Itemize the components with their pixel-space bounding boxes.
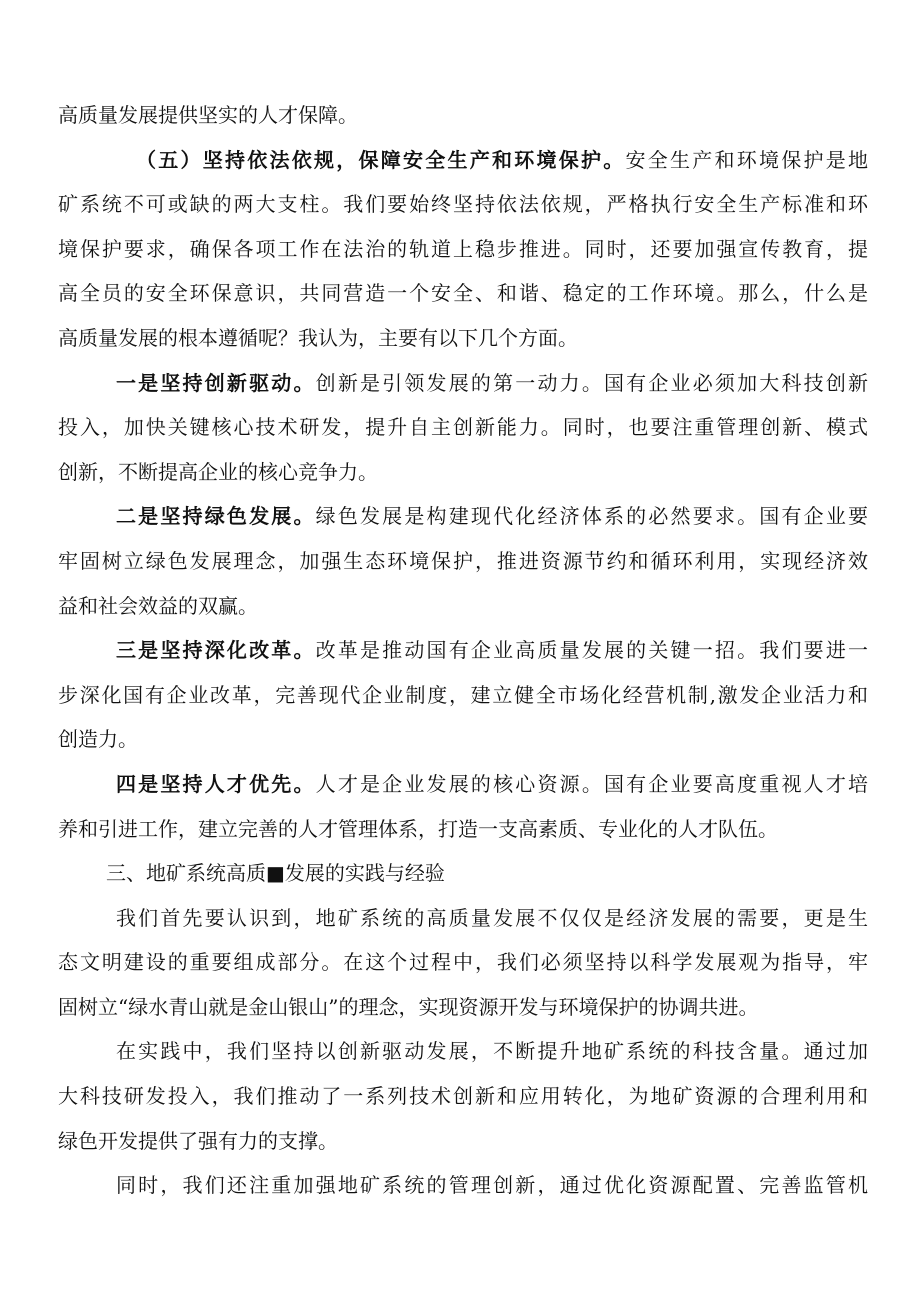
- text-line: [58, 405, 868, 450]
- line-text: 我们首先要认识到，地矿系统的高质量发展不仅仅是经济发展的需要，更是生: [116, 905, 868, 930]
- line-text: 创造力。: [58, 727, 138, 752]
- text-line: [58, 182, 868, 227]
- line-text: 投入，加快关键核心技术研发，提升自主创新能力。同时，也要注重管理创新、模式: [58, 415, 868, 440]
- paragraph-first-line: [58, 1163, 868, 1208]
- text-line: [58, 93, 868, 138]
- text-line: [58, 985, 868, 1030]
- chapter-heading-text: 三、地矿系统高质■发展的实践与经验: [106, 861, 445, 886]
- line-text: 养和引进工作，建立完善的人才管理体系，打造一支高素质、专业化的人才队伍。: [58, 816, 778, 841]
- line-text: 改革是推动国有企业高质量发展的关键一招。我们要进一: [315, 638, 868, 663]
- paragraph-first-line: [58, 896, 868, 941]
- point-heading-line: [58, 628, 868, 673]
- text-line: [58, 807, 868, 852]
- line-text: 创新是引领发展的第一动力。国有企业必须加大科技创新: [315, 370, 868, 395]
- text-line: [58, 673, 868, 718]
- line-text: 固树立“绿水青山就是金山银山”的理念，实现资源开发与环境保护的协调共进。: [58, 994, 759, 1019]
- line-text: 人才是企业发展的核心资源。国有企业要高度重视人才培: [315, 771, 868, 796]
- line-text: 在实践中，我们坚持以创新驱动发展，不断提升地矿系统的科技含量。通过加: [116, 1039, 868, 1064]
- line-text: 绿色发展是构建现代化经济体系的必然要求。国有企业要: [315, 504, 868, 529]
- point-heading: 一是坚持创新驱动。: [116, 370, 316, 395]
- line-text: 态文明建设的重要组成部分。在这个过程中，我们必须坚持以科学发展观为指导，牢: [58, 950, 868, 975]
- document-page: [58, 93, 868, 1208]
- text-line: [58, 584, 868, 629]
- text-line: [58, 227, 868, 272]
- text-line: [58, 1074, 868, 1119]
- text-line: [58, 1119, 868, 1164]
- chapter-heading: [58, 851, 868, 896]
- line-text: 同时，我们还注重加强地矿系统的管理创新，通过优化资源配置、完善监管机: [116, 1173, 868, 1198]
- line-text: 高质量发展提供坚实的人才保障。: [58, 103, 358, 127]
- section-heading-line: [58, 138, 868, 183]
- point-heading-line: [58, 361, 868, 406]
- text-line: [58, 940, 868, 985]
- point-heading: 二是坚持绿色发展。: [116, 504, 316, 529]
- point-heading-line: [58, 494, 868, 539]
- point-heading: 三是坚持深化改革。: [116, 638, 316, 663]
- point-heading-line: [58, 762, 868, 807]
- line-text: 步深化国有企业改革，完善现代企业制度，建立健全市场化经营机制,激发企业活力和: [58, 682, 868, 707]
- line-text: 大科技研发投入，我们推动了一系列技术创新和应用转化，为地矿资源的合理利用和: [58, 1084, 868, 1109]
- paragraph-first-line: [58, 1029, 868, 1074]
- line-text: 创新，不断提高企业的核心竞争力。: [58, 459, 378, 484]
- line-text: 绿色开发提供了强有力的支撑。: [58, 1128, 338, 1153]
- text-line: [58, 271, 868, 316]
- line-text: 高质量发展的根本遵循呢？我认为，主要有以下几个方面。: [58, 325, 578, 350]
- text-line: [58, 717, 868, 762]
- line-text: 高全员的安全环保意识，共同营造一个安全、和谐、稳定的工作环境。那么，什么是: [58, 281, 868, 306]
- text-line: [58, 450, 868, 495]
- point-heading: 四是坚持人才优先。: [116, 771, 316, 796]
- text-line: [58, 316, 868, 361]
- text-line: [58, 539, 868, 584]
- line-text: 牢固树立绿色发展理念，加强生态环境保护，推进资源节约和循环利用，实现经济效: [58, 548, 868, 573]
- line-text: 安全生产和环境保护是地: [625, 147, 868, 172]
- line-text: 矿系统不可或缺的两大支柱。我们要始终坚持依法依规，严格执行安全生产标准和环: [58, 192, 868, 217]
- line-text: 益和社会效益的双赢。: [58, 593, 258, 618]
- section-heading: （五）坚持依法依规，保障安全生产和环境保护。: [136, 147, 626, 172]
- line-text: 境保护要求，确保各项工作在法治的轨道上稳步推进。同时，还要加强宣传教育，提: [58, 236, 868, 261]
